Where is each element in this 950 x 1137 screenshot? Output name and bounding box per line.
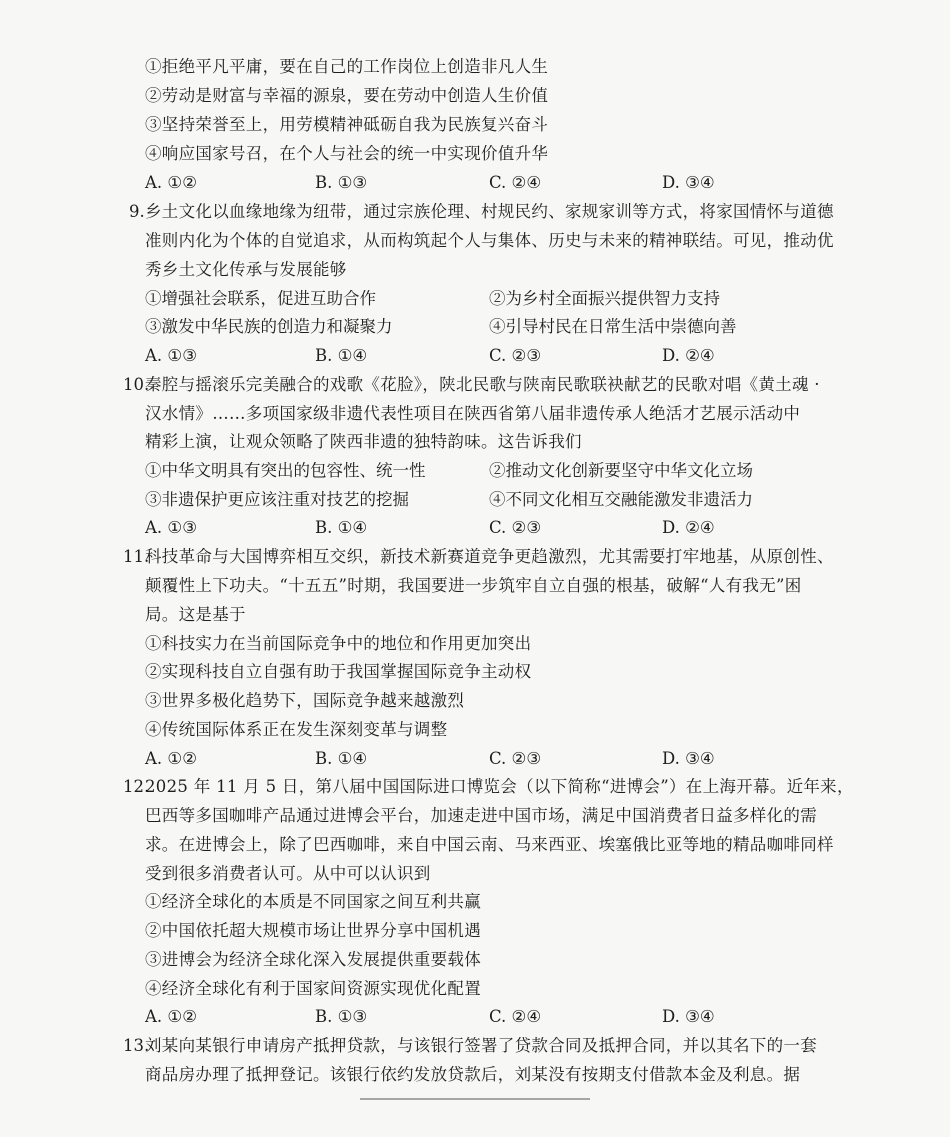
q12-stem-line-2: 巴西等多国咖啡产品通过进博会平台，加速走进中国市场，满足中国消费者日益多样化的需	[145, 806, 817, 825]
q11-stem-line-3: 局。这是基于	[145, 605, 246, 624]
q10-option-3: ③非遗保护更应该注重对技艺的挖掘	[145, 490, 409, 509]
q10-answer-d: D. ②④	[662, 518, 715, 537]
q9-answer-d: D. ②④	[662, 346, 715, 365]
q11-stem-line-2: 颠覆性上下功夫。“十五五”时期，我国要进一步筑牢自立自强的根基，破解“人有我无”困	[145, 576, 802, 595]
q11-answer-d: D. ③④	[662, 749, 715, 768]
q12-option-4: ④经济全球化有利于国家间资源实现优化配置	[145, 979, 481, 998]
q13-stem-line-2: 商品房办理了抵押登记。该银行依约发放贷款后，刘某没有按期支付借款本金及利息。据	[145, 1065, 801, 1084]
q10-answer-b: B. ①④	[315, 518, 368, 537]
q12-option-2: ②中国依托超大规模市场让世界分享中国机遇	[145, 921, 481, 940]
q11-option-4: ④传统国际体系正在发生深刻变革与调整	[145, 720, 448, 739]
q10-option-2: ②推动文化创新要坚守中华文化立场	[489, 461, 753, 480]
q11-answer-a: A. ①②	[145, 749, 197, 768]
q8-answer-c: C. ②④	[489, 173, 542, 192]
q9-option-3: ③激发中华民族的创造力和凝聚力	[145, 317, 393, 336]
q13-number: 13.	[123, 1036, 150, 1055]
q11-option-2: ②实现科技自立自强有助于我国掌握国际竞争主动权	[145, 662, 532, 681]
q8-option-1: ①拒绝平凡平庸，要在自己的工作岗位上创造非凡人生	[145, 57, 549, 76]
q10-number: 10.	[123, 375, 150, 394]
q12-answer-a: A. ①②	[145, 1007, 197, 1026]
q10-answer-a: A. ①③	[145, 518, 197, 537]
q9-option-1: ①增强社会联系，促进互助合作	[145, 289, 376, 308]
q8-answer-d: D. ③④	[662, 173, 715, 192]
q8-answer-b: B. ①③	[315, 173, 368, 192]
q12-number: 12.	[123, 777, 150, 796]
q12-answer-d: D. ③④	[662, 1007, 715, 1026]
q10-stem-line-1: 秦腔与摇滚乐完美融合的戏歌《花脸》，陕北民歌与陕南民歌联袂献艺的民歌对唱《黄土魂 ·	[145, 375, 820, 394]
q10-option-4: ④不同文化相互交融能激发非遗活力	[489, 490, 753, 509]
page-footer-mark	[360, 1098, 590, 1108]
q8-option-4: ④响应国家号召，在个人与社会的统一中实现价值升华	[145, 144, 549, 163]
q9-number: 9.	[129, 202, 145, 221]
q11-option-1: ①科技实力在当前国际竞争中的地位和作用更加突出	[145, 634, 532, 653]
q12-stem-line-3: 求。在进博会上，除了巴西咖啡，来自中国云南、马来西亚、埃塞俄比亚等地的精品咖啡同样	[145, 835, 834, 854]
q8-answer-a: A. ①②	[145, 173, 197, 192]
q10-answer-c: C. ②③	[489, 518, 542, 537]
q9-stem-line-3: 秀乡土文化传承与发展能够	[145, 260, 347, 279]
q9-stem-line-1: 乡土文化以血缘地缘为纽带，通过宗族伦理、村规民约、家规家训等方式，将家国情怀与道德	[145, 202, 834, 221]
q8-option-2: ②劳动是财富与幸福的源泉，要在劳动中创造人生价值	[145, 86, 549, 105]
q12-answer-c: C. ②④	[489, 1007, 542, 1026]
q12-stem-line-1: 2025 年 11 月 5 日，第八届中国国际进口博览会（以下简称“进博会”）在上海开幕。近年来，	[145, 777, 854, 796]
q9-option-2: ②为乡村全面振兴提供智力支持	[489, 289, 720, 308]
q12-option-3: ③进博会为经济全球化深入发展提供重要载体	[145, 950, 481, 969]
q9-stem-line-2: 准则内化为个体的自觉追求，从而构筑起个人与集体、历史与未来的精神联结。可见，推动优	[145, 231, 834, 250]
q9-answer-b: B. ①④	[315, 346, 368, 365]
q9-option-4: ④引导村民在日常生活中崇德向善	[489, 317, 737, 336]
q11-number: 11.	[123, 547, 150, 566]
q9-answer-c: C. ②③	[489, 346, 542, 365]
q11-answer-b: B. ①④	[315, 749, 368, 768]
q10-option-1: ①中华文明具有突出的包容性、统一性	[145, 461, 426, 480]
q12-stem-line-4: 受到很多消费者认可。从中可以认识到	[145, 864, 431, 883]
q8-option-3: ③坚持荣誉至上，用劳模精神砥砺自我为民族复兴奋斗	[145, 115, 549, 134]
q11-answer-c: C. ②③	[489, 749, 542, 768]
q9-answer-a: A. ①③	[145, 346, 197, 365]
q11-option-3: ③世界多极化趋势下，国际竞争越来越激烈	[145, 691, 465, 710]
q12-option-1: ①经济全球化的本质是不同国家之间互利共赢	[145, 892, 481, 911]
q11-stem-line-1: 科技革命与大国博弈相互交织，新技术新赛道竞争更趋激烈，尤其需要打牢地基，从原创性、	[145, 547, 834, 566]
q13-stem-line-1: 刘某向某银行申请房产抵押贷款，与该银行签署了贷款合同及抵押合同，并以其名下的一套	[145, 1036, 817, 1055]
q12-answer-b: B. ①③	[315, 1007, 368, 1026]
q10-stem-line-2: 汉水情》……多项国家级非遗代表性项目在陕西省第八届非遗传承人绝活才艺展示活动中	[145, 404, 801, 423]
q10-stem-line-3: 精彩上演，让观众领略了陕西非遗的独特韵味。这告诉我们	[145, 432, 582, 451]
